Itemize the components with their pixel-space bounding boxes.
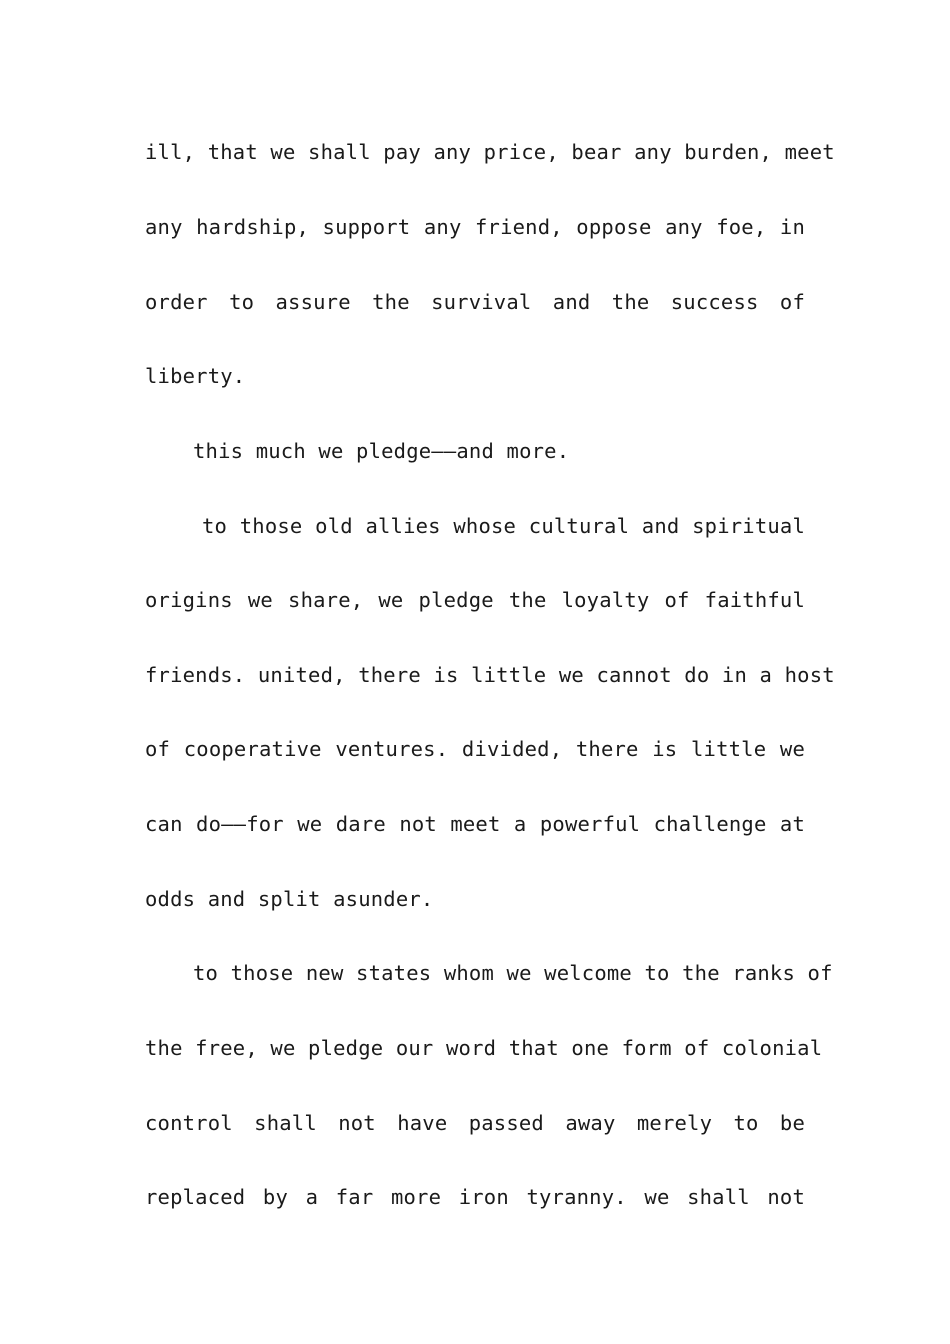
text-line: of cooperative ventures. divided, there is little we: [145, 737, 805, 761]
text-line: liberty.: [145, 364, 246, 388]
text-line: any hardship, support any friend, oppose any foe, in: [145, 215, 805, 239]
text-line: origins we share, we pledge the loyalty of faithful: [145, 588, 805, 612]
text-line: odds and split asunder.: [145, 887, 434, 911]
text-line: to those old allies whose cultural and spiritual: [202, 514, 805, 538]
text-line: this much we pledge——and more.: [193, 439, 570, 463]
text-line: can do——for we dare not meet a powerful challenge at: [145, 812, 805, 836]
text-line: to those new states whom we welcome to the ranks of: [193, 961, 833, 985]
text-line: the free, we pledge our word that one form of colonial: [145, 1036, 823, 1060]
text-line: order to assure the survival and the success of: [145, 290, 805, 314]
text-line: ill, that we shall pay any price, bear any burden, meet: [145, 140, 835, 164]
text-line: replaced by a far more iron tyranny. we shall not: [145, 1185, 805, 1209]
text-line: friends. united, there is little we cannot do in a host: [145, 663, 835, 687]
text-line: control shall not have passed away merely to be: [145, 1111, 805, 1135]
